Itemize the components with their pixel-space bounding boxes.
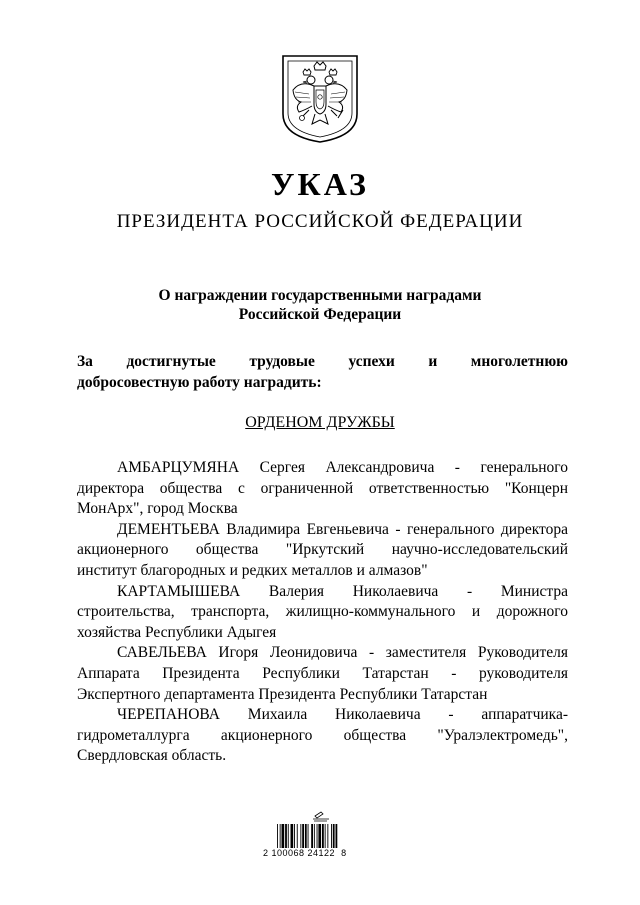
subject-line-1: О награждении государственными наградами: [158, 287, 482, 304]
preamble: [77, 351, 568, 393]
preamble-word: достигнутые: [126, 353, 216, 370]
awardee-line: Аппарата Президента Республики Татарстан - руководителя: [77, 664, 568, 682]
preamble-line-1: [77, 351, 568, 372]
preamble-word: и: [428, 353, 438, 370]
awardee-entry: [77, 520, 568, 582]
awardee-line: ДЕМЕНТЬЕВА Владимира Евгеньевича - генерального директора: [117, 520, 568, 538]
awardee-line: институт благородных и редких металлов и алмазов": [77, 561, 428, 579]
awardee-line: Экспертного департамента Президента Республики Татарстан: [77, 685, 488, 703]
subject-line-2: Российской Федерации: [238, 306, 402, 323]
awardee-list: [77, 458, 568, 767]
issuer-title: ПРЕЗИДЕНТА РОССИЙСКОЙ ФЕДЕРАЦИИ: [116, 211, 524, 232]
awardee-line: КАРТАМЫШЕВА Валерия Николаевича - Министра: [117, 582, 568, 600]
awardee-line: акционерного общества "Иркутский научно-исследовательский: [77, 541, 568, 559]
awardee-entry: [77, 643, 568, 705]
coat-of-arms-icon: [279, 52, 361, 144]
awardee-line: Свердловская область.: [77, 747, 227, 765]
awardee-line: строительства, транспорта, жилищно-коммунального и дорожного: [77, 603, 568, 621]
document-type-title: УКАЗ: [271, 166, 369, 202]
awardee-line: директора общества с ограниченной ответственностью "Концерн: [77, 479, 568, 497]
awardee-line: гидрометаллурга акционерного общества "Уралэлектромедь",: [77, 726, 568, 744]
barcode-bars: [277, 824, 337, 848]
awardee-line: САВЕЛЬЕВА Игоря Леонидовича - заместителя Руководителя: [117, 644, 568, 662]
award-order-heading: [0, 414, 640, 432]
awardee-line: АМБАРЦУМЯНА Сергея Александровича - генерального: [117, 459, 568, 476]
preamble-word: успехи: [348, 353, 395, 370]
document-subject: [0, 286, 640, 324]
awardee-entry: [77, 458, 568, 520]
awardee-line: хозяйства Республики Адыгея: [77, 623, 277, 641]
awardee-entry: [77, 705, 568, 767]
preamble-word: За: [77, 353, 93, 370]
awardee-line: МонАрх", город Москва: [77, 500, 238, 518]
barcode-number: 2 100068 24122 8: [263, 848, 347, 858]
preamble-word: трудовые: [249, 353, 315, 370]
preamble-line-2: добросовестную работу наградить:: [77, 374, 322, 391]
barcode-icon: [263, 810, 383, 868]
preamble-word: многолетнюю: [470, 353, 569, 370]
award-order-title: ОРДЕНОМ ДРУЖБЫ: [245, 414, 395, 431]
awardee-entry: [77, 582, 568, 644]
awardee-line: ЧЕРЕПАНОВА Михаила Николаевича - аппаратчика-: [117, 706, 568, 724]
